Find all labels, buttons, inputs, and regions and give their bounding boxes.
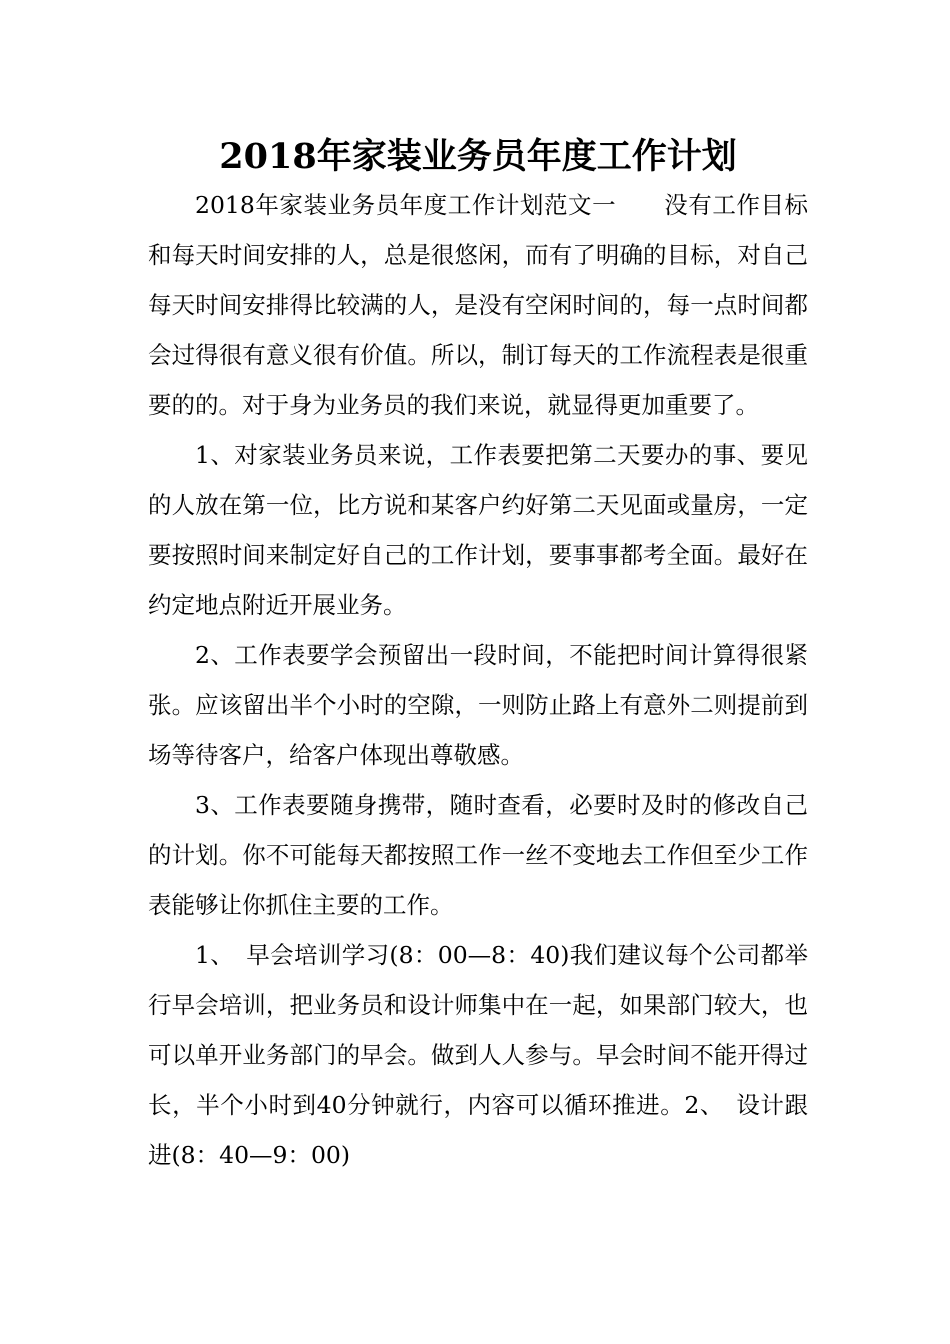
document-page — [148, 124, 808, 1180]
paragraph-point-3: 3、工作表要随身携带，随时查看，必要时及时的修改自己的计划。你不可能每天都按照工作一丝不变地去工作但至少工作表能够让你抓住主要的工作。 — [148, 791, 808, 919]
document-title: 2018年家装业务员年度工作计划 — [219, 136, 737, 177]
paragraph-point-2: 2、工作表要学会预留出一段时间，不能把时间计算得很紧张。应该留出半个小时的空隙，一则防止路上有意外二则提前到场等待客户，给客户体现出尊敬感。 — [148, 641, 808, 769]
paragraph-intro: 2018年家装业务员年度工作计划范文一 没有工作目标和每天时间安排的人，总是很悠闲，而有了明确的目标，对自己每天时间安排得比较满的人，是没有空闲时间的，每一点时间都会过得很有意义很有价值。所以，制订每天的工作流程表是很重要的的。对于身为业务员的我们来说，就显得更加重要了。 — [148, 191, 808, 419]
paragraph-schedule: 1、 早会培训学习(8：00—8：40)我们建议每个公司都举行早会培训，把业务员和设计师集中在一起，如果部门较大，也可以单开业务部门的早会。做到人人参与。早会时间不能开得过长，半个小时到40分钟就行，内容可以循环推进。2、 设计跟进(8：40—9：00) — [148, 941, 808, 1169]
paragraph-point-1: 1、对家装业务员来说，工作表要把第二天要办的事、要见的人放在第一位，比方说和某客户约好第二天见面或量房，一定要按照时间来制定好自己的工作计划，要事事都考全面。最好在约定地点附近开展业务。 — [148, 441, 808, 619]
